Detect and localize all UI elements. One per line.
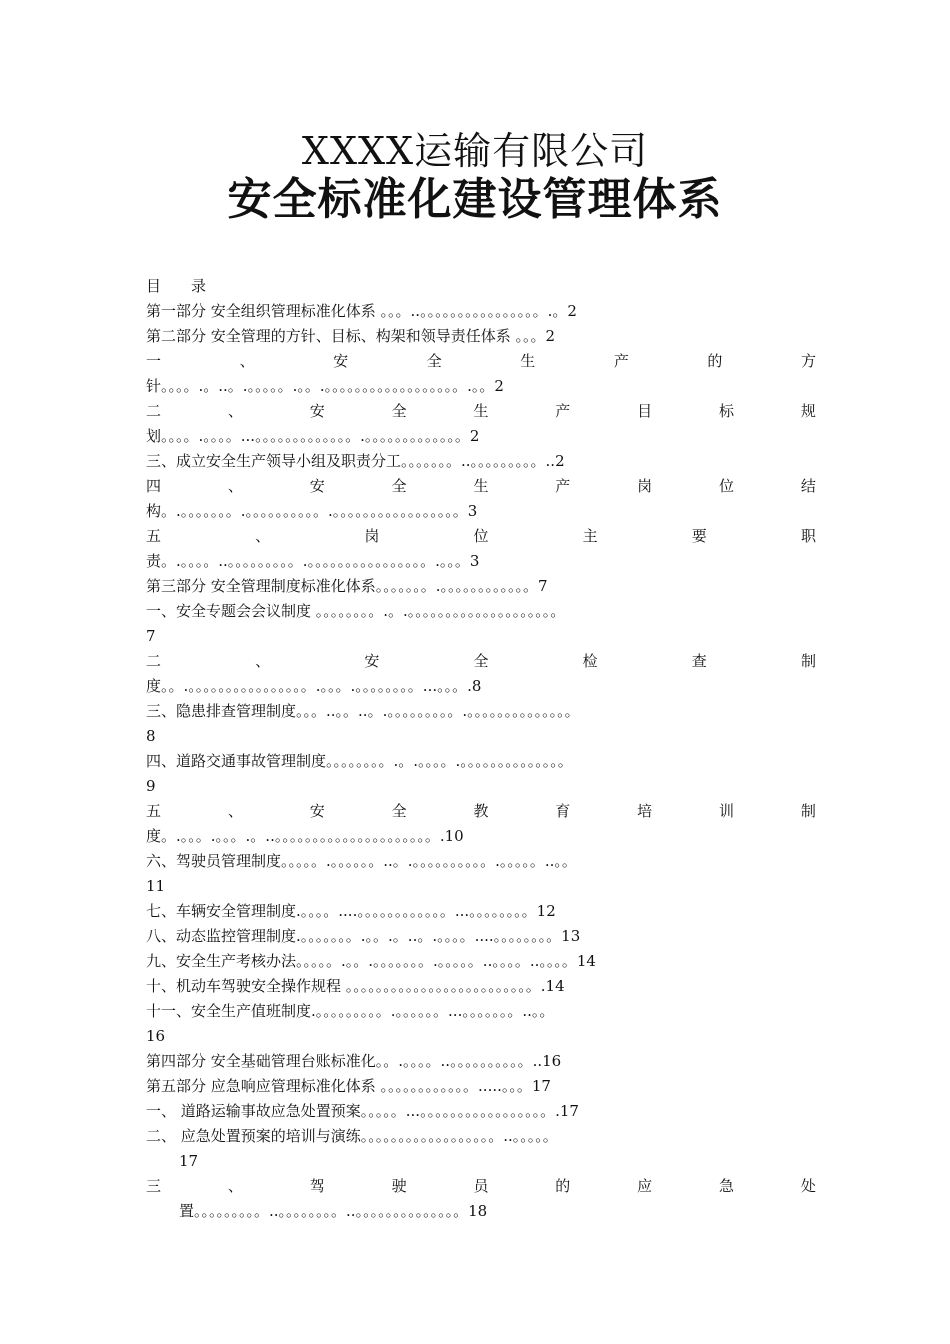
toc-entry-char: 全 [473,652,489,670]
toc-entry[interactable] [146,649,816,674]
toc-entry[interactable]: 17 [179,1152,199,1170]
toc-entry[interactable]: 第四部分 安全基础管理台账标准化。。.。。。。..。。。。。。。。。。..16 [146,1052,562,1070]
toc-entry[interactable]: 八、动态监控管理制度.。。。。。。。.。。.。..。.。。。。....。。。。。。。。13 [146,927,581,945]
toc-entry[interactable]: 十一、安全生产值班制度.。。。。。。。。。.。。。。。。...。。。。。。。..。。 [146,1002,555,1020]
toc-entry-char: 培 [637,802,653,820]
toc-entry-char: 、 [227,1177,243,1195]
toc-entry-char: 生 [473,477,489,495]
toc-entry-char: 主 [582,527,598,545]
toc-entry-char: 安 [309,402,325,420]
toc-entry-char: 制 [800,802,816,820]
toc-entry-char: 、 [239,352,255,370]
toc-entry[interactable]: 十、机动车驾驶安全操作规程 。。。。。。。。。。。。。。。。。。。。。。。。。.14 [146,977,565,995]
toc-entry-char: 二 [146,402,162,420]
toc-entry-char: 、 [255,527,271,545]
toc-entry-char: 全 [391,402,407,420]
toc-entry[interactable]: 第一部分 安全组织管理标准化体系 。。。..。。。。。。。。。。。。。。。。.。2 [146,302,577,320]
toc-entry[interactable]: 构。.。。。。。。。.。。。。。。。。。。.。。。。。。。。。。。。。。。。。3 [146,502,478,520]
toc-entry[interactable]: 一、 道路运输事故应急处置预案。。。。。...。。。。。。。。。。。。。。。。。.17 [146,1102,579,1120]
toc-entry-char: 规 [800,402,816,420]
toc-entry-char: 生 [520,352,536,370]
toc-entry-char: 位 [473,527,489,545]
toc-entry-char: 方 [800,352,816,370]
toc-entry-char: 五 [146,527,162,545]
toc-entry[interactable] [146,524,816,549]
toc-entry-char: 急 [719,1177,735,1195]
toc-entry-char: 三 [146,1177,162,1195]
toc-entry-char: 产 [555,402,571,420]
toc-entry-char: 目 [637,402,653,420]
toc-entry[interactable]: 16 [146,1027,166,1045]
toc-entry-char: 位 [719,477,735,495]
toc-entry-char: 结 [800,477,816,495]
toc-entry[interactable]: 第三部分 安全管理制度标准化体系。。。。。。。.。。。。。。。。。。。。7 [146,577,548,595]
toc-entry-char: 应 [637,1177,653,1195]
toc-entry[interactable]: 一、安全专题会会议制度 。。。。。。。。.。.。。。。。。。。。。。。。。。。。。。。 [146,602,566,620]
document-subtitle: 安全标准化建设管理体系 [227,174,723,225]
toc-entry[interactable]: 置。。。。。。。。。..。。。。。。。。..。。。。。。。。。。。。。。18 [179,1202,488,1220]
toc-entry[interactable]: 三、隐患排查管理制度。。。..。。..。.。。。。。。。。。.。。。。。。。。。。。。。。 [146,702,580,720]
toc-entry-char: 、 [227,477,243,495]
toc-entry-char: 驶 [391,1177,407,1195]
toc-entry-char: 全 [391,802,407,820]
toc-entry[interactable]: 责。.。。。。..。。。。。。。。。.。。。。。。。。。。。。。。。。.。。。3 [146,552,480,570]
toc-entry[interactable]: 度。.。。。.。。。.。..。。。。。。。。。。。。。。。。。。。。。.10 [146,827,464,845]
toc-entry-char: 、 [227,402,243,420]
toc-entry[interactable]: 7 [146,627,156,645]
toc-entry-char: 职 [800,527,816,545]
toc-entry-char: 要 [691,527,707,545]
toc-entry-char: 检 [582,652,598,670]
toc-entry-char: 五 [146,802,162,820]
toc-entry[interactable]: 九、安全生产考核办法。。。。。.。。.。。。。。。。.。。。。。..。。。。..。。。。14 [146,952,596,970]
toc-entry[interactable] [146,474,816,499]
toc-entry[interactable]: 度。。.。。。。。。。。。。。。。。。。.。。。.。。。。。。。。...。。。.8 [146,677,482,695]
toc-entry-char: 四 [146,477,162,495]
toc-entry[interactable]: 8 [146,727,156,745]
toc-entry-char: 生 [473,402,489,420]
toc-entry-char: 安 [309,477,325,495]
toc-entry[interactable]: 11 [146,877,166,895]
toc-entry-char: 员 [473,1177,489,1195]
toc-entry[interactable] [146,1174,816,1199]
toc-entry-char: 安 [333,352,349,370]
toc-entry[interactable]: 第二部分 安全管理的方针、目标、构架和领导责任体系 。。。2 [146,327,556,345]
toc-entry-char: 、 [227,802,243,820]
toc-entry-char: 产 [555,477,571,495]
toc-entry-char: 查 [691,652,707,670]
toc-entry-char: 的 [707,352,723,370]
toc-entry[interactable]: 9 [146,777,156,795]
toc-entry-char: 安 [364,652,380,670]
toc-entry[interactable]: 七、车辆安全管理制度.。。。。....。。。。。。。。。。。。...。。。。。。。。12 [146,902,556,920]
toc-entry[interactable]: 六、驾驶员管理制度。。。。。.。。。。。。..。.。。。。。。。。。。.。。。。。..。。 [146,852,577,870]
toc-heading: 目 录 [146,277,207,295]
toc-entry[interactable]: 二、 应急处置预案的培训与演练。。。。。。。。。。。。。。。。。。..。。。。。 [146,1127,558,1145]
table-of-contents [146,274,816,1224]
toc-entry-char: 二 [146,652,162,670]
document-title: XXXX运输有限公司 [301,129,649,173]
toc-entry-char: 训 [719,802,735,820]
toc-entry[interactable]: 四、道路交通事故管理制度。。。。。。。。.。.。。。。.。。。。。。。。。。。。。。 [146,752,573,770]
toc-entry-char: 标 [719,402,735,420]
toc-entry[interactable] [146,399,816,424]
toc-entry-char: 岗 [364,527,380,545]
toc-entry[interactable]: 三、成立安全生产领导小组及职责分工。。。。。。。..。。。。。。。。。..2 [146,452,565,470]
toc-entry[interactable]: 针。。。。.。..。.。。。。。.。。.。。。。。。。。。。。。。。。。。。.。。2 [146,377,504,395]
toc-entry[interactable] [146,799,816,824]
toc-entry-char: 教 [473,802,489,820]
toc-entry-char: 制 [800,652,816,670]
toc-entry-char: 岗 [637,477,653,495]
toc-entry-char: 驾 [309,1177,325,1195]
toc-entry-char: 产 [613,352,629,370]
toc-entry[interactable]: 第五部分 应急响应管理标准化体系 。。。。。。。。。。。。.....。。。17 [146,1077,551,1095]
toc-entry-char: 全 [391,477,407,495]
toc-lines [146,299,816,1224]
toc-entry-char: 安 [309,802,325,820]
toc-entry-char: 全 [426,352,442,370]
toc-entry-char: 处 [800,1177,816,1195]
toc-entry[interactable]: 划。。。。.。。。。...。。。。。。。。。。。。。.。。。。。。。。。。。。。2 [146,427,480,445]
toc-entry-char: 一 [146,352,162,370]
toc-entry-char: 的 [555,1177,571,1195]
toc-entry[interactable] [146,349,816,374]
toc-entry-char: 、 [255,652,271,670]
toc-entry-char: 育 [555,802,571,820]
